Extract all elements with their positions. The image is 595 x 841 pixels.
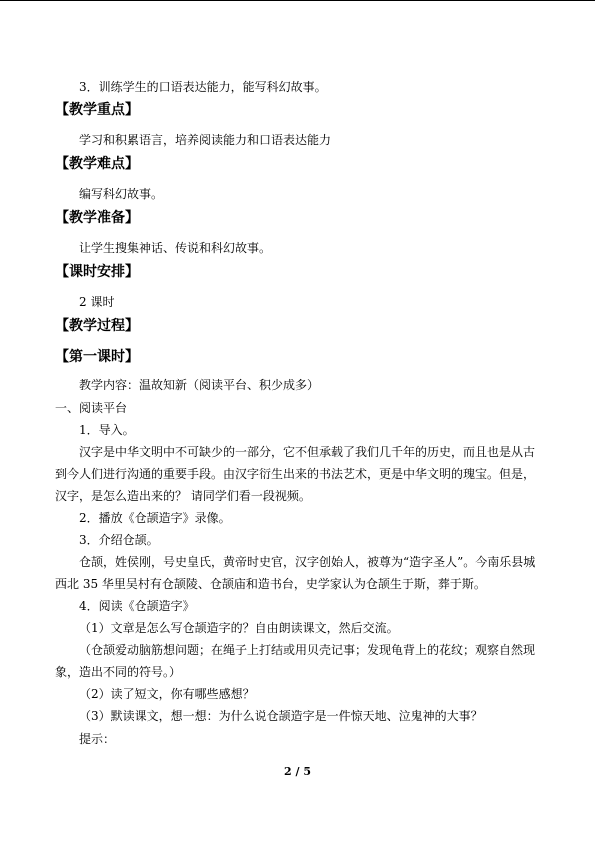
- key-points-text: 学习和积累语言，培养阅读能力和口语表达能力: [79, 133, 332, 147]
- cangjie-line-2: 西北 35 华里吴村有仓颉陵、仓颉庙和造书台，史学家认为仓颉生于斯，葬于斯。: [55, 577, 486, 591]
- cangjie-line-1: 仓颉，姓侯刚，号史皇氏，黄帝时史官，汉字创始人，被尊为“造字圣人”。今南乐县城: [79, 555, 536, 569]
- intro-line-3: 汉字，是怎么造出来的？ 请同学们看一段视频。: [55, 489, 311, 503]
- schedule-text: 2 课时: [79, 295, 115, 309]
- hint-label: 提示：: [79, 732, 116, 746]
- heading-schedule: 【课时安排】: [55, 264, 139, 280]
- intro-paragraph: [55, 441, 545, 507]
- heading-difficulties: 【教学难点】: [55, 156, 139, 172]
- heading-key-points: 【教学重点】: [55, 102, 139, 118]
- preparation-text: 让学生搜集神话、传说和科幻故事。: [79, 241, 272, 255]
- answer-1-line-2: 象，造出不同的符号。）: [55, 665, 182, 679]
- difficulties-text: 编写科幻故事。: [79, 187, 164, 201]
- question-1: （1）文章是怎么写仓颉造字的？自由朗读课文，然后交流。: [79, 621, 399, 635]
- step-1-intro: 1．导入。: [79, 423, 135, 437]
- lesson-content: 教学内容：温故知新（阅读平台、积少成多）: [79, 378, 320, 392]
- step-4-reading: 4．阅读《仓颉造字》: [79, 599, 195, 613]
- objective-3: 3．训练学生的口语表达能力，能写科幻故事。: [79, 80, 327, 94]
- page-number: 2 / 5: [284, 765, 311, 778]
- heading-process: 【教学过程】: [55, 318, 139, 334]
- top-rule: [0, 0, 595, 1]
- intro-line-2: 到今人们进行沟通的重要手段。由汉字衍生出来的书法艺术，更是中华文明的瑰宝。但是，: [55, 467, 536, 481]
- step-2-video: 2．播放《仓颉造字》录像。: [79, 511, 231, 525]
- question-2: （2）读了短文，你有哪些感想？: [79, 687, 255, 701]
- heading-first-lesson: 【第一课时】: [55, 349, 139, 365]
- answer-1-line-1: （仓颉爱动脑筋想问题；在绳子上打结或用贝壳记事；发现龟背上的花纹；观察自然现: [79, 643, 536, 657]
- section-reading-platform: 一、阅读平台: [55, 401, 128, 415]
- answer-1-paragraph: [55, 639, 545, 683]
- step-3-cangjie: 3．介绍仓颉。: [79, 533, 159, 547]
- cangjie-paragraph: [55, 551, 545, 595]
- question-3: （3）默读课文，想一想：为什么说仓颉造字是一件惊天地、泣鬼神的大事？: [79, 709, 483, 723]
- intro-line-1: 汉字是中华文明中不可缺少的一部分，它不但承载了我们几千年的历史，而且也是从古: [79, 445, 536, 459]
- heading-preparation: 【教学准备】: [55, 210, 139, 226]
